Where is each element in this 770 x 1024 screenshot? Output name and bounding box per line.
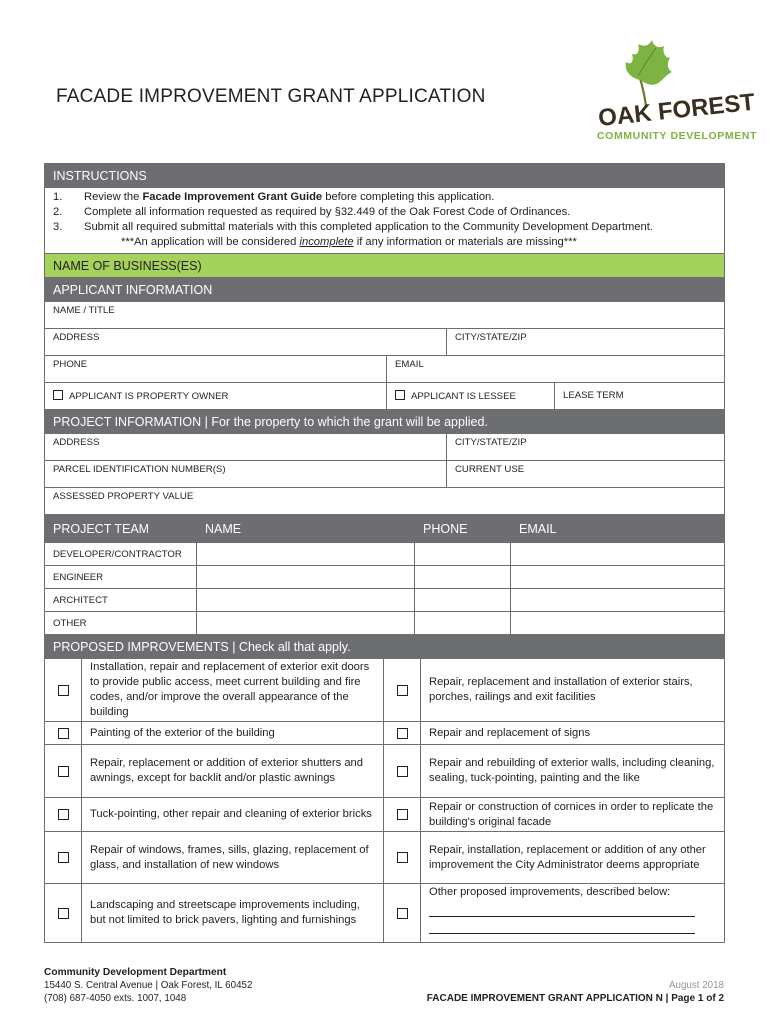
applicant-phone-field[interactable]: PHONE [45,356,387,382]
improvement-checkbox[interactable] [384,659,421,721]
business-name-field[interactable]: NAME OF BUSINESS(ES) [45,254,724,278]
application-form [44,163,725,943]
improvement-checkbox[interactable] [45,884,82,942]
applicant-row-address [45,329,724,356]
team-phone-field[interactable] [415,589,511,611]
improvement-row: Tuck-pointing, other repair and cleaning of exterior bricks Repair or construction of cornices in order to replicate the building's original facade [45,798,724,832]
applicant-row-name [45,302,724,329]
applicant-email-field[interactable]: EMAIL [395,359,424,370]
improvement-checkbox[interactable] [45,832,82,883]
applicant-heading: APPLICANT INFORMATION [45,278,724,302]
improvements-heading: PROPOSED IMPROVEMENTS | Check all that apply. [45,635,724,659]
owner-checkbox[interactable] [53,390,63,400]
page-title [56,86,486,108]
current-use-field[interactable]: CURRENT USE [455,464,525,475]
team-name-field[interactable] [197,566,415,588]
project-row-pin [45,461,724,488]
improvement-checkbox[interactable] [45,745,82,797]
team-phone-field[interactable] [415,566,511,588]
logo-subtitle: COMMUNITY DEVELOPMENT [597,130,757,142]
title-rest: APPLICATION [354,86,486,107]
team-col-phone: PHONE [423,522,468,536]
team-phone-field[interactable] [415,543,511,565]
applicant-name-field[interactable]: NAME / TITLE [53,305,115,316]
team-email-field[interactable] [511,612,724,634]
improvement-checkbox[interactable] [45,659,82,721]
improvement-row: Painting of the exterior of the building Repair and replacement of signs [45,722,724,745]
oak-forest-logo [594,40,757,150]
applicant-row-phone [45,356,724,383]
lessee-checkbox-cell[interactable]: APPLICANT IS LESSEE [387,383,555,409]
footer-dept: Community Development Department [44,967,227,978]
team-name-field[interactable] [197,612,415,634]
assessed-value-field[interactable]: ASSESSED PROPERTY VALUE [53,491,194,502]
improvement-checkbox[interactable] [45,722,82,744]
applicant-address-field[interactable]: ADDRESS [45,329,447,355]
team-col-role: PROJECT TEAM [53,522,150,536]
team-row: ENGINEER [45,566,724,589]
project-row-value [45,488,724,515]
improvement-checkbox[interactable] [384,722,421,744]
project-heading: PROJECT INFORMATION | For the property to which the grant will be applied. [45,410,724,434]
other-improvements-line[interactable] [429,917,695,934]
project-city-field[interactable]: CITY/STATE/ZIP [455,437,527,448]
footer-phone: (708) 687-4050 exts. 1007, 1048 [44,993,187,1004]
improvement-row: Repair of windows, frames, sills, glazing, replacement of glass, and installation of new windows Repair, installation, replacement or addition of any other improvement the City Administrator deems appropriate [45,832,724,884]
team-email-field[interactable] [511,589,724,611]
incomplete-note: ***An application will be considered incomplete if any information or materials are missing*** [121,236,577,248]
project-address-field[interactable]: ADDRESS [45,434,447,460]
applicant-city-field[interactable]: CITY/STATE/ZIP [455,332,527,343]
project-row-address [45,434,724,461]
footer-contact [44,966,252,1005]
improvement-row: Landscaping and streetscape improvements including, but not limited to brick pavers, lighting and furnishings Other proposed improvements, described below: [45,884,724,942]
footer-page-number: FACADE IMPROVEMENT GRANT APPLICATION N | Page 1 of 2 [426,993,724,1004]
footer-page-info [427,979,724,1005]
improvement-checkbox[interactable] [384,832,421,883]
other-improvements-cell: Other proposed improvements, described below: [421,884,724,942]
improvement-checkbox[interactable] [384,798,421,831]
applicant-row-status [45,383,724,410]
improvement-checkbox[interactable] [384,745,421,797]
improvement-row: Repair, replacement or addition of exterior shutters and awnings, except for backlit and/or plastic awnings Repair and rebuilding of exterior walls, including cleaning, sealing, tuck-pointing, painting and the like [45,745,724,798]
svg-text:OAK FOREST: OAK FOREST [596,88,757,132]
team-row: ARCHITECT [45,589,724,612]
team-email-field[interactable] [511,543,724,565]
pin-field[interactable]: PARCEL IDENTIFICATION NUMBER(S) [45,461,447,487]
team-row: DEVELOPER/CONTRACTOR [45,543,724,566]
improvement-checkbox[interactable] [384,884,421,942]
footer-address: 15440 S. Central Avenue | Oak Forest, IL 60452 [44,980,253,991]
team-row: OTHER [45,612,724,635]
instructions-heading: INSTRUCTIONS [45,164,724,188]
instruction-item: 2. Complete all information requested as required by §32.449 of the Oak Forest Code of Ordinances. [53,206,571,218]
instruction-item: 3. Submit all required submittal materials with this completed application to the Community Development Department. [53,221,653,233]
team-name-field[interactable] [197,543,415,565]
title-main: FACADE IMPROVEMENT GRANT [56,86,355,107]
instructions-list [45,188,724,254]
team-col-name: NAME [205,522,242,536]
other-improvements-line[interactable] [429,900,695,917]
team-phone-field[interactable] [415,612,511,634]
improvement-checkbox[interactable] [45,798,82,831]
team-email-field[interactable] [511,566,724,588]
footer-date: August 2018 [668,980,724,991]
lease-term-field[interactable]: LEASE TERM [563,390,624,401]
team-col-email: EMAIL [519,522,557,536]
team-header [45,515,724,543]
lessee-checkbox[interactable] [395,390,405,400]
instruction-item: 1. Review the Facade Improvement Grant Guide before completing this application. [53,191,495,203]
team-name-field[interactable] [197,589,415,611]
logo-wordmark [596,88,757,132]
owner-checkbox-cell[interactable]: APPLICANT IS PROPERTY OWNER [45,383,387,409]
improvement-row: Installation, repair and replacement of exterior exit doors to provide public access, meet current building and fire codes, and/or improve the overall appearance of the building Repair, replacement and installation of exterior stairs, porches, railings and exit facilities [45,659,724,722]
